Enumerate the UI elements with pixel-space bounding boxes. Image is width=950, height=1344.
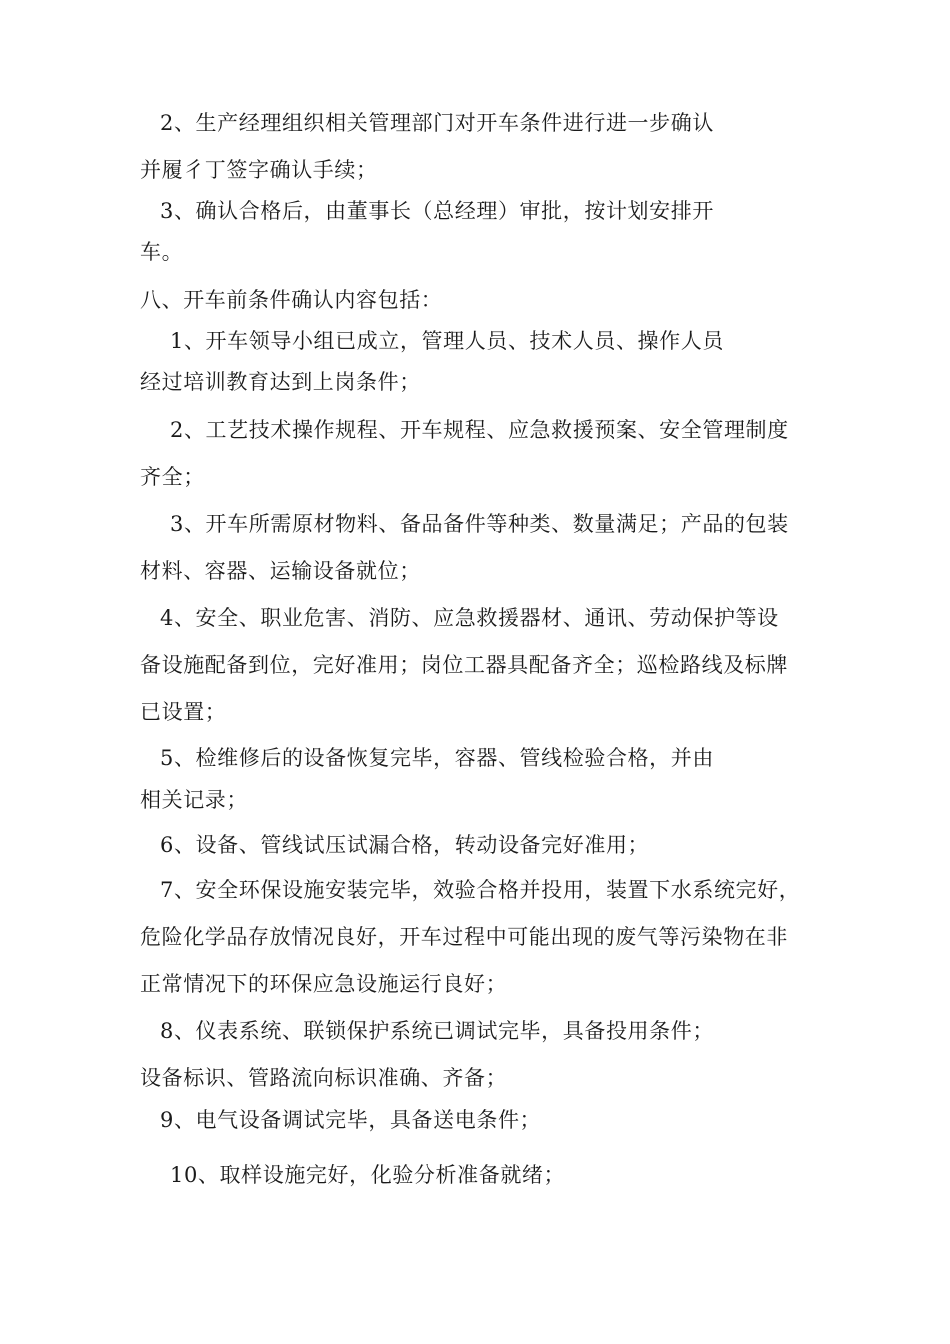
text-line-23: 9、电气设备调试完毕，具备送电条件；: [160, 1108, 542, 1132]
text-line-8: 2、工艺技术操作规程、开车规程、应急救援预案、安全管理制度: [170, 418, 789, 442]
text-line-10: 3、开车所需原材物料、备品备件等种类、数量满足；产品的包装: [170, 512, 789, 536]
text-line-14: 已设置；: [140, 700, 227, 724]
text-line-16: 相关记录；: [140, 788, 248, 812]
text-line-6: 1、开车领导小组已成立，管理人员、技术人员、操作人员: [170, 329, 724, 353]
text-line-11: 材料、容器、运输设备就位；: [140, 559, 421, 583]
text-line-18: 7、安全环保设施安装完毕，效验合格并投用，装置下水系统完好，: [160, 878, 801, 902]
text-line-20: 正常情况下的环保应急设施运行良好；: [140, 972, 508, 996]
text-line-4: 车。: [140, 240, 184, 264]
text-line-3: 3、确认合格后，由董事长（总经理）审批，按计划安排开: [160, 199, 714, 223]
text-line-7: 经过培训教育达到上岗条件；: [140, 370, 421, 394]
section-heading: 八、开车前条件确认内容包括：: [140, 288, 443, 312]
text-line-13: 备设施配备到位，完好准用；岗位工器具配备齐全；巡检路线及标牌: [140, 653, 788, 677]
text-line-22: 设备标识、管路流向标识准确、齐备；: [140, 1066, 508, 1090]
text-line-21: 8、仪表系统、联锁保护系统已调试完毕，具备投用条件；: [160, 1019, 714, 1043]
text-line-9: 齐全；: [140, 465, 205, 489]
text-line-24: 10、取样设施完好，化验分析准备就绪；: [170, 1163, 566, 1187]
text-line-2: 并履彳丁签字确认手续；: [140, 158, 378, 182]
text-line-12: 4、安全、职业危害、消防、应急救援器材、通讯、劳动保护等设: [160, 606, 779, 630]
text-line-17: 6、设备、管线试压试漏合格，转动设备完好准用；: [160, 833, 650, 857]
text-line-1: 2、生产经理组织相关管理部门对开车条件进行进一步确认: [160, 111, 714, 135]
text-line-15: 5、检维修后的设备恢复完毕，容器、管线检验合格，并由: [160, 746, 714, 770]
text-line-19: 危险化学品存放情况良好，开车过程中可能出现的废气等污染物在非: [140, 925, 788, 949]
